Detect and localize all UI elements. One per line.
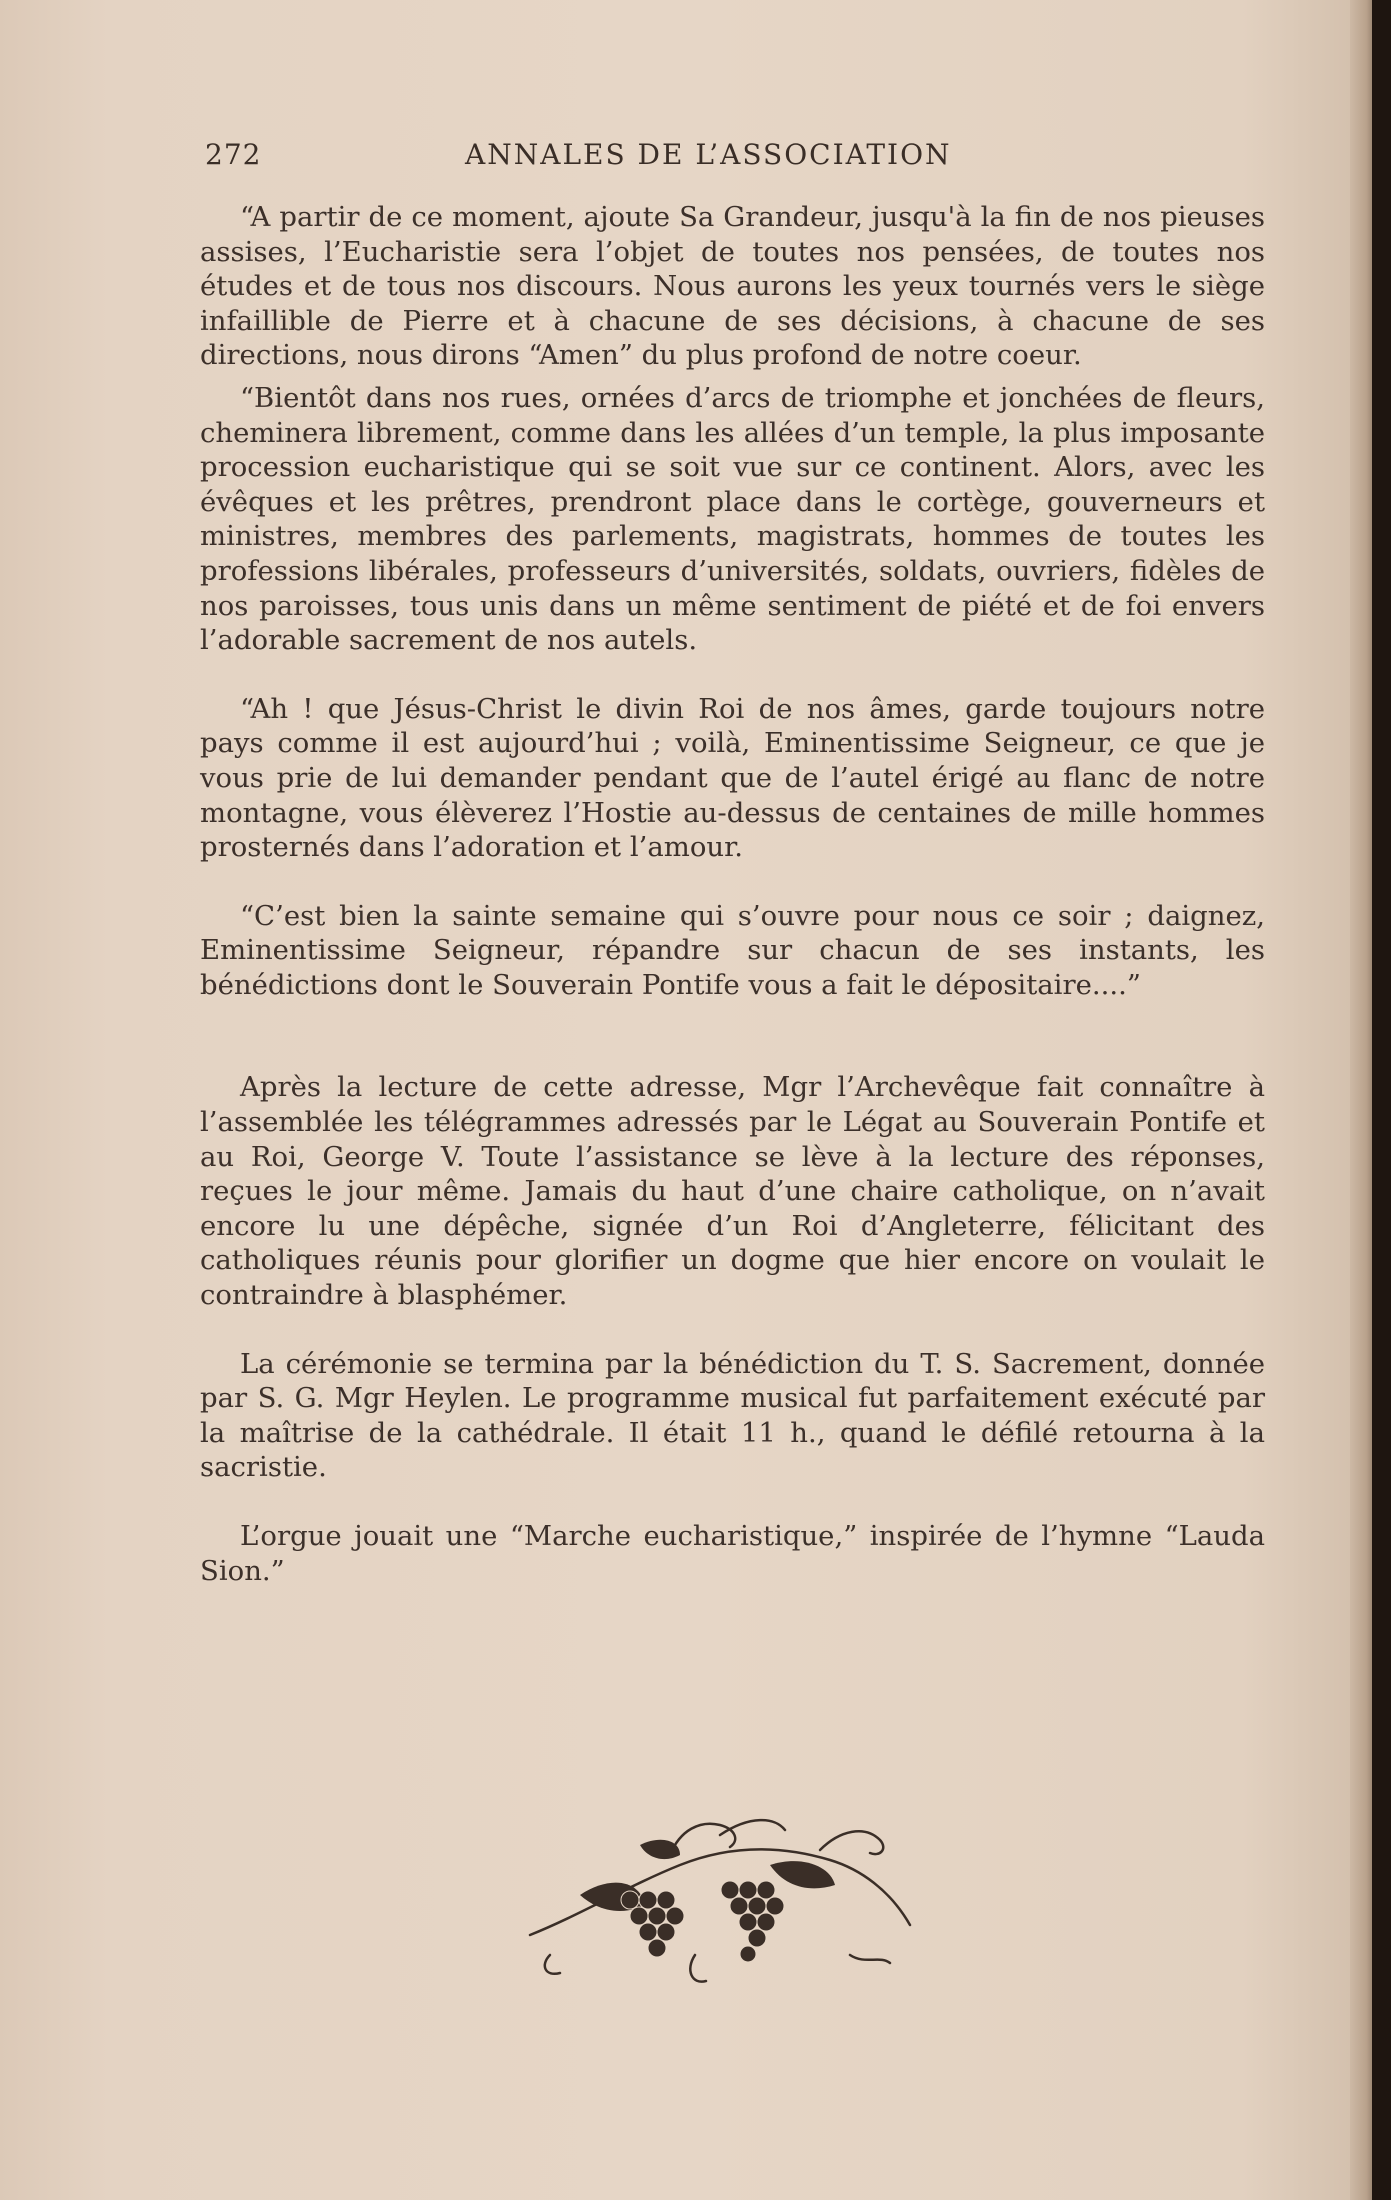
paragraph-6: La cérémonie se termina par la bénédiction du T. S. Sacrement, donnée par S. G. Mgr Heylen. Le programme musical fut parfaitement exécuté par la maîtrise de la cathédrale. Il était 11 h., quand le défilé retourna à la sacristie. [200,1347,1265,1484]
paragraph-1: “A partir de ce moment, ajoute Sa Grandeur, jusqu'à la fin de nos pieuses assises, l’Eucharistie sera l’objet de toutes nos pensées, de toutes nos études et de tous nos discours. Nous aurons les yeux tournés vers le siège infaillible de Pierre et à chacune de ses décisions, à chacune de ses directions, nous dirons “Amen” du plus profond de notre coeur. [200,201,1265,372]
paragraph-4: “C’est bien la sainte semaine qui s’ouvre pour nous ce soir ; daignez, Eminentissime Seigneur, répandre sur chacun de ses instants, les bénédictions dont le Souverain Pontife vous a fait le dépositaire....” [200,899,1265,1001]
book-spine-shadow [1372,0,1391,2200]
page-number: 272 [205,138,262,171]
paragraph-2: “Bientôt dans nos rues, ornées d’arcs de triomphe et jonchées de fleurs, cheminera librement, comme dans les allées d’un temple, la plus imposante procession eucharistique qui se soit vue sur ce continent. Alors, avec les évêques et les prêtres, prendront place dans le cortège, gouverneurs et ministres, membres des parlements, magistrats, hommes de toutes les professions libérales, professeurs d’universités, soldats, ouvriers, fidèles de nos paroisses, tous unis dans un même sentiment de piété et de foi envers l’adorable sacrement de nos autels. [200,381,1265,657]
paragraph-7: L’orgue jouait une “Marche eucharistique,” inspirée de l’hymne “Lauda Sion.” [200,1520,1265,1587]
paragraph-5: Après la lecture de cette adresse, Mgr l’Archevêque fait connaître à l’assemblée les télégrammes adressés par le Légat au Souverain Pontife et au Roi, George V. Toute l’assistance se lève à la lecture des réponses, reçues le jour même. Jamais du haut d’une chaire catholique, on n’avait encore lu une dépêche, signée d’un Roi d’Angleterre, félicitant des catholiques réunis pour glorifier un dogme que hier encore on voulait le contraindre à blasphémer. [200,1071,1265,1312]
body-text [200,200,1265,1588]
paragraph-3: “Ah ! que Jésus-Christ le divin Roi de nos âmes, garde toujours notre pays comme il est aujourd’hui ; voilà, Eminentissime Seigneur, ce que je vous prie de lui demander pendant que de l’autel érigé au flanc de notre montagne, vous élèverez l’Hostie au-dessus de centaines de mille hommes prosternés dans l’adoration et l’amour. [200,692,1265,864]
page-header [205,134,1025,180]
running-head: ANNALES DE L’ASSOCIATION [465,138,952,171]
grape-vine-ornament-icon [520,1805,920,1995]
